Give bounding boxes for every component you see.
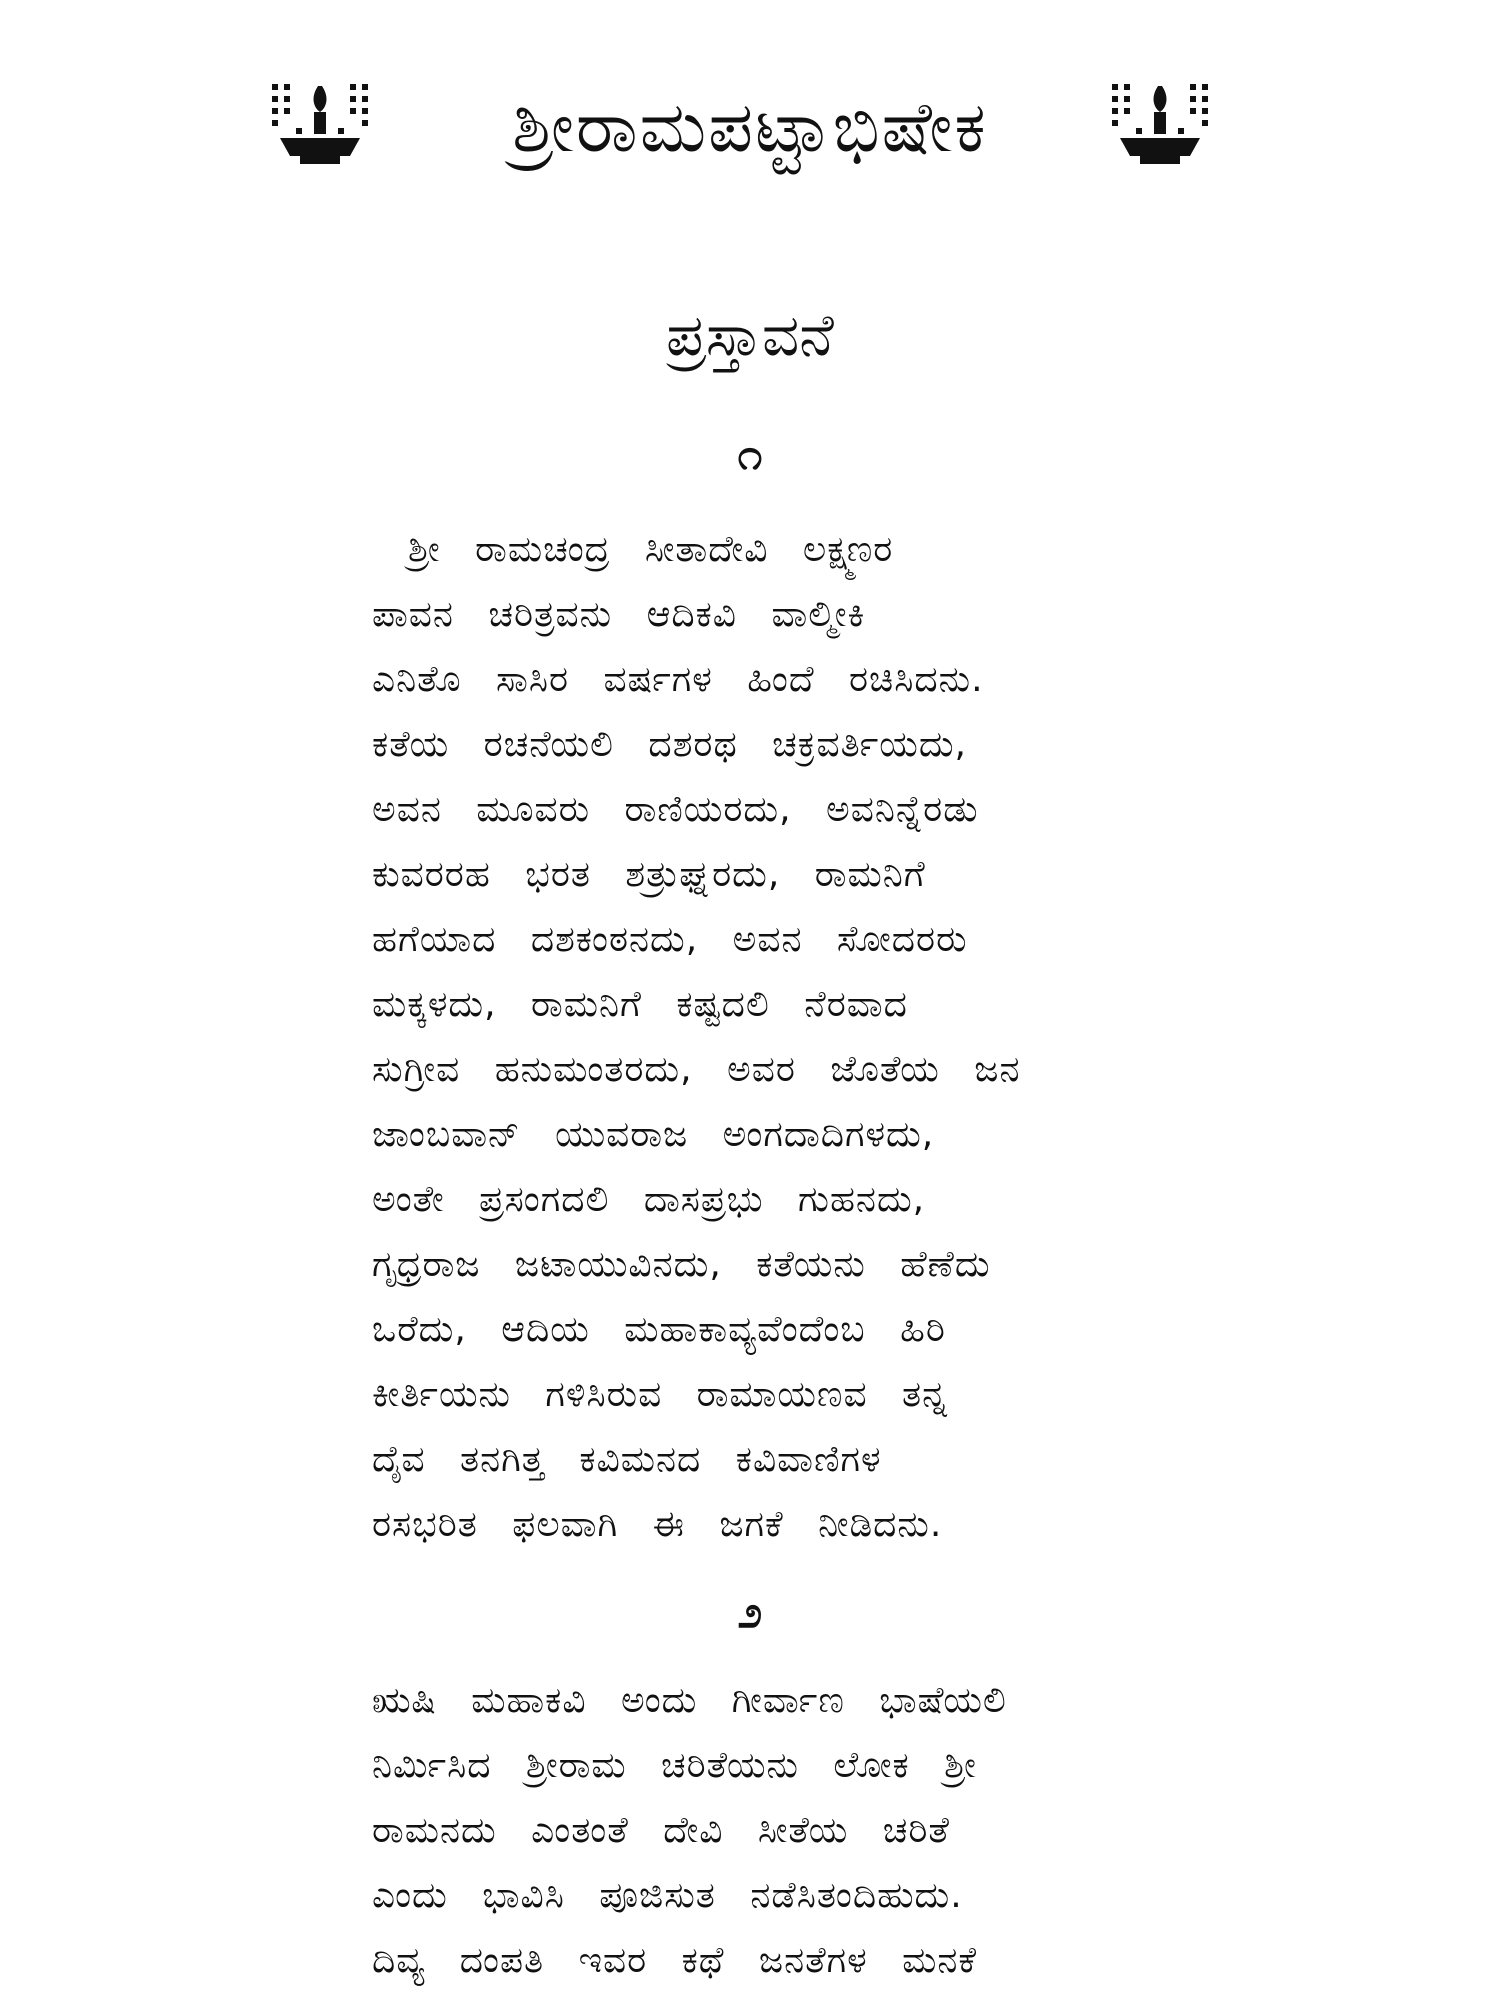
verse-line: ರಾಮನದು ಎಂತಂತೆ ದೇವಿ ಸೀತೆಯ ಚರಿತೆ — [372, 1810, 950, 1851]
section-title: ಪ್ರಸ್ತಾವನೆ — [666, 301, 834, 369]
verse-line: ದೈವ ತನಗಿತ್ತ ಕವಿಮನದ ಕವಿವಾಣಿಗಳ — [372, 1439, 882, 1480]
verse-line: ಎನಿತೊ ಸಾಸಿರ ವರ್ಷಗಳ ಹಿಂದೆ ರಚಿಸಿದನು. — [372, 659, 984, 700]
page-header — [0, 72, 1500, 182]
verse-line: ನಿರ್ಮಿಸಿದ ಶ್ರೀರಾಮ ಚರಿತೆಯನು ಲೋಕ ಶ್ರೀ — [372, 1745, 977, 1786]
stanza-number: ೨ — [737, 1587, 763, 1638]
verse-line: ಪಾವನ ಚರಿತ್ರವನು ಆದಿಕವಿ ವಾಲ್ಮೀಕಿ — [372, 594, 866, 635]
verse-line: ಗೃಧ್ರರಾಜ ಜಟಾಯುವಿನದು, ಕತೆಯನು ಹೆಣೆದು — [372, 1244, 991, 1285]
verse-line: ಸುಗ್ರೀವ ಹನುಮಂತರದು, ಅವರ ಜೊತೆಯ ಜನ — [372, 1049, 1021, 1090]
stanza-2 — [372, 1668, 1172, 1993]
verse-line: ಕೀರ್ತಿಯನು ಗಳಿಸಿರುವ ರಾಮಾಯಣವ ತನ್ನ — [372, 1374, 948, 1415]
verse-line: ಅಂತೇ ಪ್ರಸಂಗದಲಿ ದಾಸಪ್ರಭು ಗುಹನದು, — [372, 1179, 926, 1220]
verse-line: ಮಕ್ಕಳದು, ರಾಮನಿಗೆ ಕಷ್ಟದಲಿ ನೆರವಾದ — [372, 984, 908, 1025]
verse-line: ಒರೆದು, ಆದಿಯ ಮಹಾಕಾವ್ಯವೆಂದೆಂಬ ಹಿರಿ — [372, 1309, 946, 1350]
verse-line: ಹಗೆಯಾದ ದಶಕಂಠನದು, ಅವನ ಸೋದರರು — [372, 919, 968, 960]
verse-line: ಶ್ರೀ ರಾಮಚಂದ್ರ ಸೀತಾದೇವಿ ಲಕ್ಷ್ಮಣರ — [408, 529, 894, 570]
verse-line: ದಿವ್ಯ ದಂಪತಿ ಇವರ ಕಥೆ ಜನತೆಗಳ ಮನಕೆ — [372, 1940, 978, 1981]
oil-lamp-icon — [1110, 82, 1210, 168]
verse-line: ಕತೆಯ ರಚನೆಯಲಿ ದಶರಥ ಚಕ್ರವರ್ತಿಯದು, — [372, 724, 968, 765]
stanza-1 — [372, 517, 1172, 1557]
book-title: ಶ್ರೀರಾಮಪಟ್ಟಾಭಿಷೇಕ — [512, 86, 988, 168]
verse-line: ಋಷಿ ಮಹಾಕವಿ ಅಂದು ಗೀರ್ವಾಣ ಭಾಷೆಯಲಿ — [372, 1680, 1007, 1721]
verse-line: ಅವನ ಮೂವರು ರಾಣಿಯರದು, ಅವನಿನ್ನೆರಡು — [372, 789, 979, 830]
stanza-number: ೧ — [737, 429, 763, 480]
verse-line: ಜಾಂಬವಾನ್ ಯುವರಾಜ ಅಂಗದಾದಿಗಳದು, — [372, 1114, 935, 1155]
verse-line: ರಸಭರಿತ ಫಲವಾಗಿ ಈ ಜಗಕೆ ನೀಡಿದನು. — [372, 1504, 943, 1545]
verse-line: ಎಂದು ಭಾವಿಸಿ ಪೂಜಿಸುತ ನಡೆಸಿತಂದಿಹುದು. — [372, 1875, 963, 1916]
verse-line: ಕುವರರಹ ಭರತ ಶತ್ರುಘ್ನರದು, ರಾಮನಿಗೆ — [372, 854, 926, 895]
